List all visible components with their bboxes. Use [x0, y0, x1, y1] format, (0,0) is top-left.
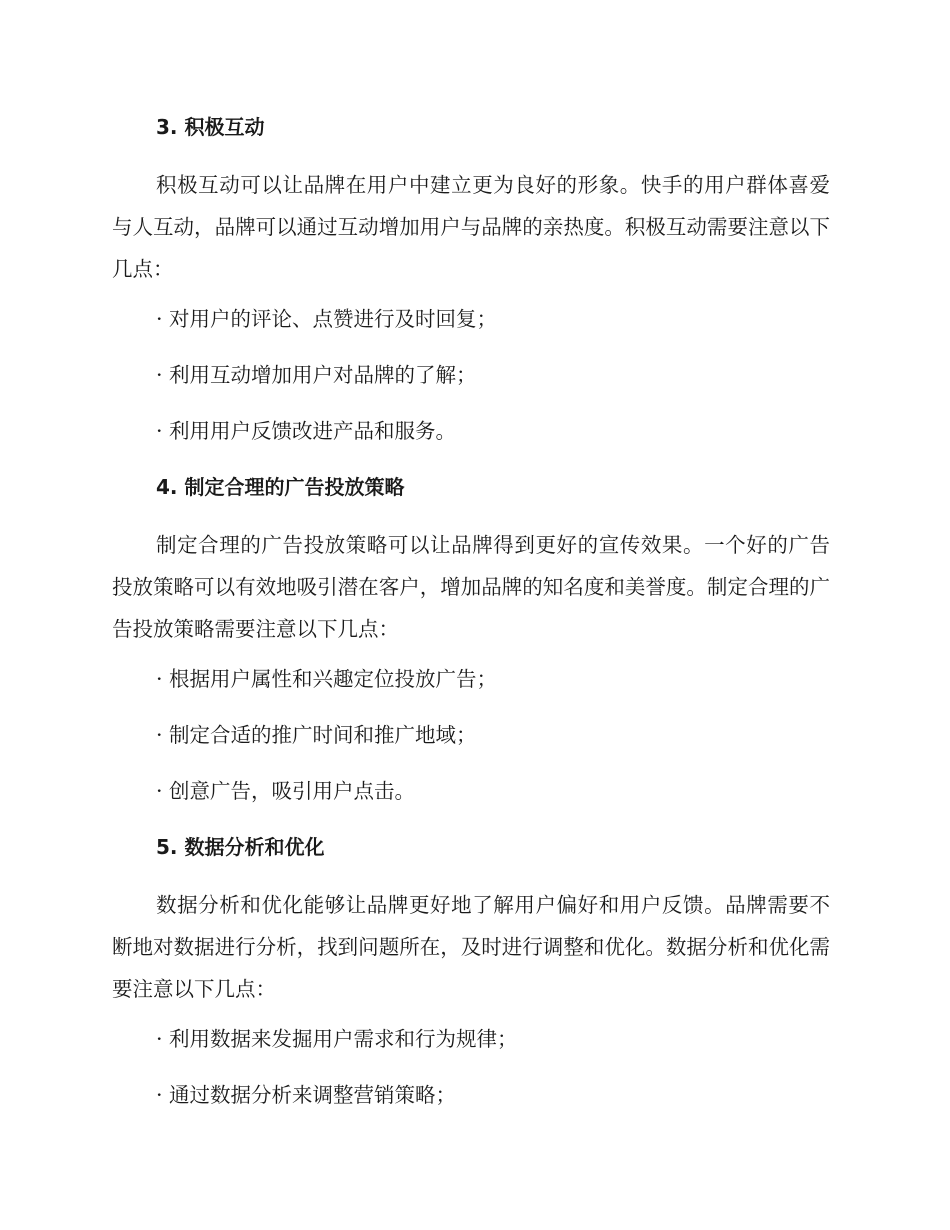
section-paragraph: 积极互动可以让品牌在用户中建立更为良好的形象。快手的用户群体喜爱与人互动，品牌可以通过互动增加用户与品牌的亲热度。积极互动需要注意以下几点： [112, 173, 830, 281]
bullet-item: · 利用数据来发掘用户需求和行为规律； [156, 1027, 518, 1051]
bullet-item: · 根据用户属性和兴趣定位投放广告； [156, 667, 498, 691]
section-heading: 3. 积极互动 [156, 115, 265, 139]
bullet-item: · 利用用户反馈改进产品和服务。 [156, 419, 457, 443]
bullet-item: · 创意广告，吸引用户点击。 [156, 779, 416, 803]
bullet-item: · 对用户的评论、点赞进行及时回复； [156, 307, 498, 331]
bullet-item: · 制定合适的推广时间和推广地域； [156, 723, 477, 747]
section-paragraph: 制定合理的广告投放策略可以让品牌得到更好的宣传效果。一个好的广告投放策略可以有效地吸引潜在客户，增加品牌的知名度和美誉度。制定合理的广告投放策略需要注意以下几点： [112, 533, 830, 641]
bullet-item: · 利用互动增加用户对品牌的了解； [156, 363, 477, 387]
section-paragraph: 数据分析和优化能够让品牌更好地了解用户偏好和用户反馈。品牌需要不断地对数据进行分析，找到问题所在，及时进行调整和优化。数据分析和优化需要注意以下几点： [112, 893, 830, 1001]
bullet-item: · 通过数据分析来调整营销策略； [156, 1083, 457, 1107]
section-4 [112, 472, 830, 806]
section-heading: 5. 数据分析和优化 [156, 835, 325, 859]
section-5 [112, 832, 830, 1110]
section-3 [112, 112, 830, 446]
document-page [112, 112, 830, 1136]
section-heading: 4. 制定合理的广告投放策略 [156, 475, 405, 499]
